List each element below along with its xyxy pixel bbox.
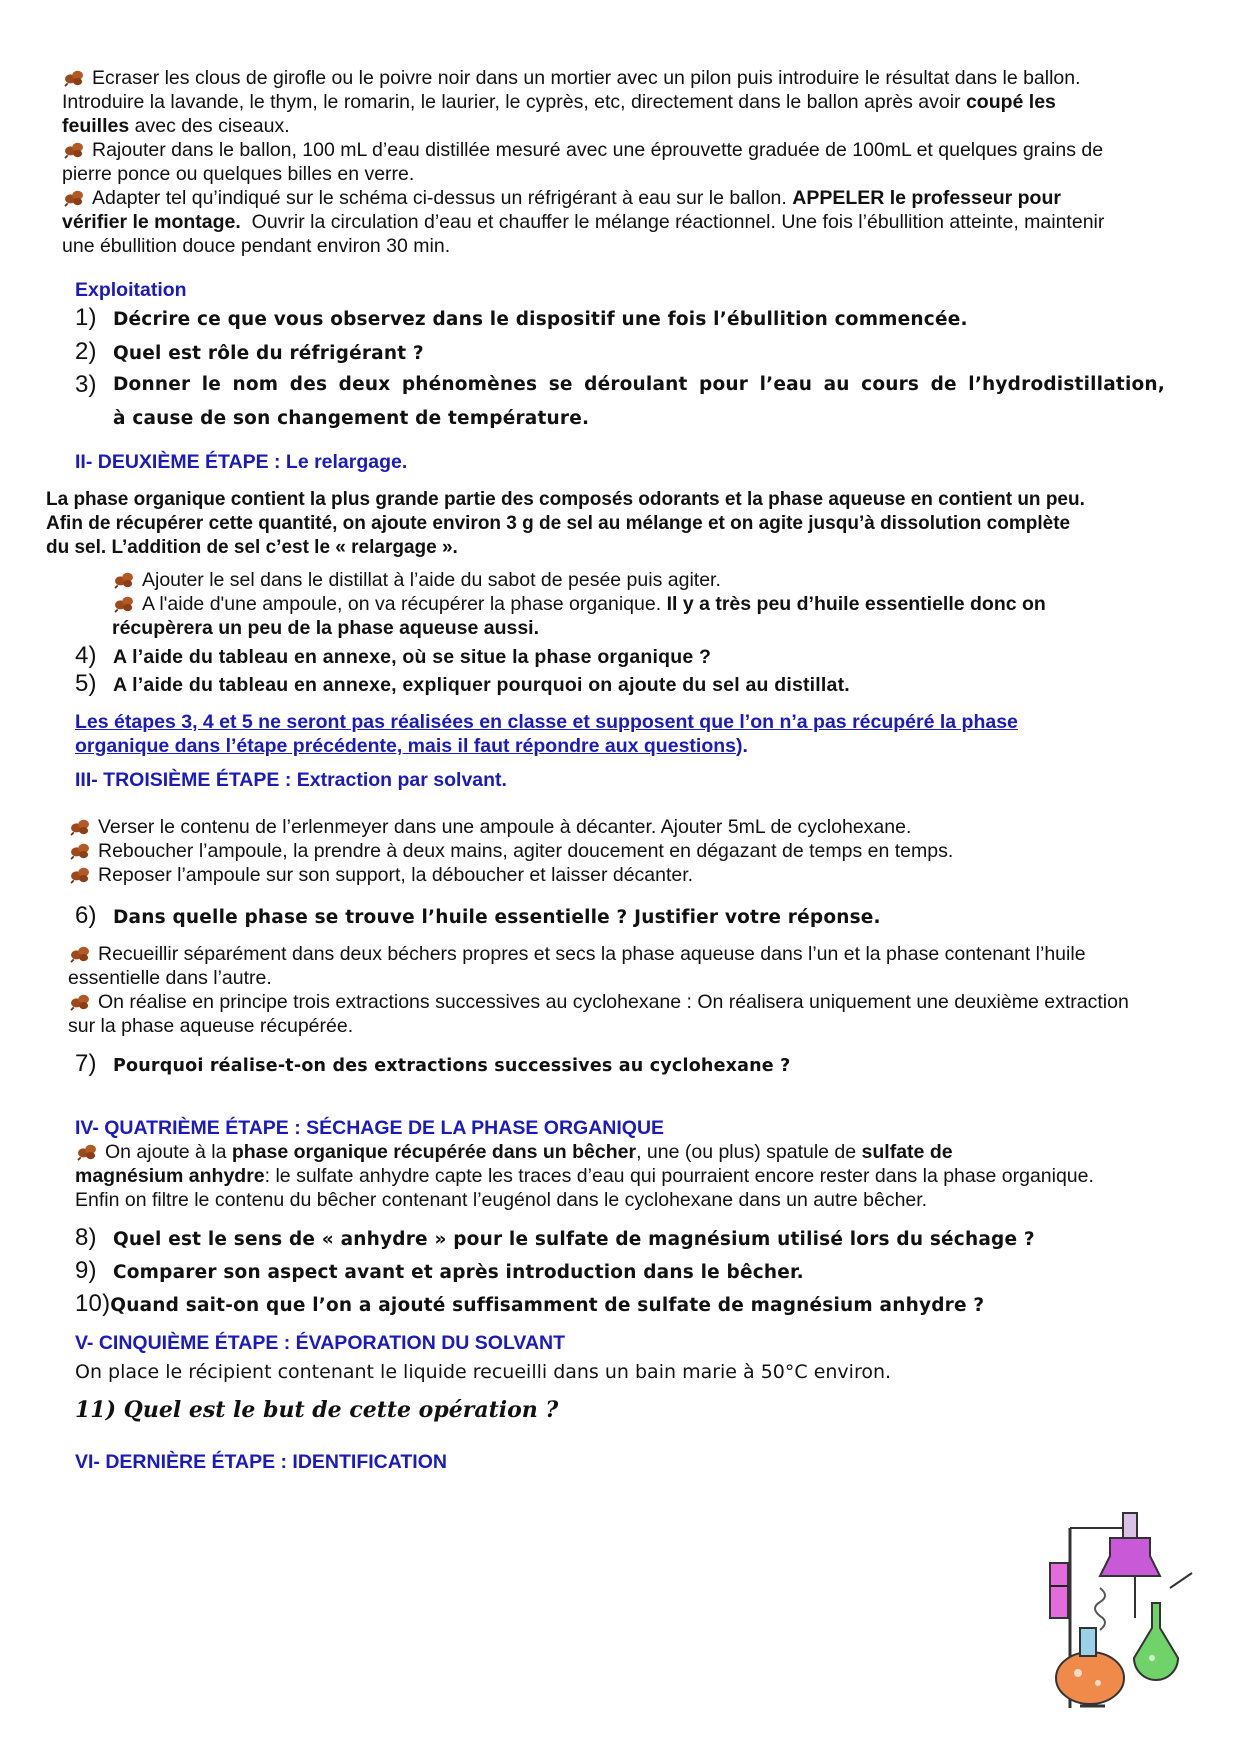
step2-bullets	[112, 568, 1192, 640]
procedure-text: Adapter tel qu’indiqué sur le schéma ci-dessus un réfrigérant à eau sur le ballon.	[92, 187, 787, 209]
question-number: 1)	[75, 304, 97, 331]
flower-bullet-icon	[68, 866, 92, 884]
flower-bullet-icon	[62, 141, 86, 159]
note-link-text[interactable]: Les étapes 3, 4 et 5 ne seront pas réalisées en classe et supposent que l’on n’a pas récupéré la phase	[75, 711, 1018, 733]
procedure-text-bold: APPELER le professeur pour	[792, 187, 1061, 209]
step2-intro-line: Afin de récupérer cette quantité, on ajoute environ 3 g de sel au mélange et on agite jusqu’à dissolution complète	[46, 513, 1071, 534]
flower-bullet-icon	[68, 818, 92, 836]
chemistry-glassware-illustration	[1040, 1508, 1200, 1718]
flower-bullet-icon	[62, 189, 86, 207]
step4-text-bold: phase organique récupérée dans un bêcher	[231, 1141, 637, 1163]
step3-bullet-text: Recueillir séparément dans deux béchers propres et secs la phase aqueuse dans l’un et la phase contenant l’huile	[98, 943, 1086, 965]
procedure-paragraph-1	[62, 66, 1182, 258]
question-text: Dans quelle phase se trouve l’huile essentielle ? Justifier votre réponse.	[113, 907, 881, 928]
step3-heading: III- TROISIÈME ÉTAPE : Extraction par solvant.	[75, 769, 507, 791]
flower-bullet-icon	[68, 945, 92, 963]
note-link-text[interactable]: organique dans l’étape précédente, mais il faut répondre aux questions	[75, 735, 736, 757]
question-text: Quel est le sens de « anhydre » pour le sulfate de magnésium utilisé lors du séchage ?	[113, 1229, 1035, 1250]
step4-text-part: , une (ou plus) spatule de	[636, 1141, 857, 1163]
question-number: 3)	[75, 371, 97, 398]
flower-bullet-icon	[112, 595, 136, 613]
procedure-text: Ecraser les clous de girofle ou le poivre noir dans un mortier avec un pilon puis introduire le résultat dans le ballon.	[92, 67, 1081, 89]
question-number: 9)	[75, 1257, 97, 1284]
question-number: 10)	[75, 1290, 111, 1317]
question-text: Pourquoi réalise-t-on des extractions successives au cyclohexane ?	[113, 1056, 791, 1076]
procedure-text-bold: vérifier le montage.	[62, 211, 241, 233]
step3-bullet-text: Reboucher l’ampoule, la prendre à deux mains, agiter doucement en dégazant de temps en temps.	[98, 840, 954, 862]
procedure-text-bold: feuilles	[62, 115, 130, 137]
question-2	[75, 340, 1165, 366]
step5-heading: V- CINQUIÈME ÉTAPE : ÉVAPORATION DU SOLVANT	[75, 1332, 566, 1354]
question-1	[75, 306, 1165, 332]
question-4	[75, 644, 1165, 670]
question-9	[75, 1259, 1165, 1285]
question-text: Quand sait-on que l’on a ajouté suffisamment de sulfate de magnésium anhydre ?	[110, 1295, 985, 1316]
question-3	[75, 373, 1165, 431]
step2-bullet-text: A l'aide d'une ampoule, on va récupérer la phase organique.	[142, 593, 662, 615]
step3-recover	[68, 942, 1208, 1038]
procedure-text: Rajouter dans le ballon, 100 mL d’eau distillée mesuré avec une éprouvette graduée de 100mL et quelques grains de	[92, 139, 1104, 161]
question-10	[75, 1292, 1165, 1318]
question-text: Quel est rôle du réfrigérant ?	[113, 343, 424, 364]
step2-intro	[46, 488, 1196, 560]
question-number: 7)	[75, 1050, 97, 1077]
question-text-continued: à cause de son changement de température.	[113, 408, 590, 429]
step4-text-part: Enfin on filtre le contenu du bêcher contenant l’eugénol dans le cyclohexane dans un autre bêcher.	[75, 1189, 928, 1211]
procedure-text: pierre ponce ou quelques billes en verre.	[62, 163, 415, 185]
flower-bullet-icon	[62, 69, 86, 87]
question-text: Décrire ce que vous observez dans le dispositif une fois l’ébullition commencée.	[113, 309, 968, 330]
procedure-text: une ébullition douce pendant environ 30 min.	[62, 235, 451, 257]
exploitation-heading: Exploitation	[75, 279, 187, 301]
question-number: 2)	[75, 338, 97, 365]
question-8	[75, 1226, 1165, 1252]
step4-text	[75, 1140, 1185, 1212]
question-number: 5)	[75, 670, 97, 697]
question-number: 8)	[75, 1224, 97, 1251]
step4-text-bold: magnésium anhydre	[75, 1165, 265, 1187]
question-text: A l’aide du tableau en annexe, où se situe la phase organique ?	[113, 646, 712, 668]
step2-note	[75, 710, 1175, 758]
flower-bullet-icon	[112, 571, 136, 589]
step4-text-part: : le sulfate anhydre capte les traces d’eau qui pourraient encore rester dans la phase organique.	[264, 1165, 1094, 1187]
note-end: ).	[736, 735, 748, 757]
question-text: Donner le nom des deux phénomènes se déroulant pour l’eau au cours de l’hydrodistillation,	[113, 374, 1165, 395]
step4-text-part: On ajoute à la	[105, 1141, 227, 1163]
step2-bullet-text: Ajouter le sel dans le distillat à l’aide du sabot de pesée puis agiter.	[142, 569, 721, 591]
procedure-text: Ouvrir la circulation d’eau et chauffer le mélange réactionnel. Une fois l’ébullition atteinte, maintenir	[251, 211, 1105, 233]
step3-bullet-text: Verser le contenu de l’erlenmeyer dans une ampoule à décanter. Ajouter 5mL de cyclohexane.	[98, 816, 912, 838]
question-5	[75, 672, 1165, 698]
step2-bullet-text-bold: récupèrera un peu de la phase aqueuse aussi.	[112, 617, 540, 639]
step3-bullet-text: Reposer l’ampoule sur son support, la déboucher et laisser décanter.	[98, 864, 694, 886]
step4-heading: IV- QUATRIÈME ÉTAPE : SÉCHAGE DE LA PHASE ORGANIQUE	[75, 1117, 665, 1139]
step5-text: On place le récipient contenant le liquide recueilli dans un bain marie à 50°C environ.	[75, 1361, 892, 1383]
question-7	[75, 1052, 1165, 1078]
step4-text-bold: sulfate de	[861, 1141, 953, 1163]
step6-heading: VI- DERNIÈRE ÉTAPE : IDENTIFICATION	[75, 1451, 447, 1473]
procedure-text-bold: coupé les	[965, 91, 1056, 113]
flower-bullet-icon	[75, 1143, 99, 1161]
step2-intro-line: La phase organique contient la plus grande partie des composés odorants et la phase aqueuse en contient un peu.	[46, 489, 1085, 510]
step3-bullet-text: sur la phase aqueuse récupérée.	[68, 1015, 354, 1037]
step3-bullets	[68, 815, 1178, 887]
step3-bullet-text: essentielle dans l’autre.	[68, 967, 272, 989]
flower-bullet-icon	[68, 993, 92, 1011]
question-text: A l’aide du tableau en annexe, expliquer pourquoi on ajoute du sel au distillat.	[113, 674, 850, 696]
question-6	[75, 904, 1165, 930]
step2-intro-line: du sel. L’addition de sel c’est le « relargage ».	[46, 537, 458, 558]
flower-bullet-icon	[68, 842, 92, 860]
step3-bullet-text: On réalise en principe trois extractions successives au cyclohexane : On réalisera uniquement une deuxième extraction	[98, 991, 1129, 1013]
question-11: 11) Quel est le but de cette opération ?	[75, 1397, 559, 1423]
question-number: 4)	[75, 642, 97, 669]
question-text: Comparer son aspect avant et après introduction dans le bêcher.	[113, 1262, 804, 1283]
step2-heading: II- DEUXIÈME ÉTAPE : Le relargage.	[75, 451, 408, 473]
question-number: 6)	[75, 902, 97, 929]
step2-bullet-text-bold: Il y a très peu d’huile essentielle donc on	[666, 593, 1046, 615]
procedure-text: Introduire la lavande, le thym, le romarin, le laurier, le cyprès, etc, directement dans le ballon après avoir	[62, 91, 961, 113]
procedure-text: avec des ciseaux.	[134, 115, 290, 137]
